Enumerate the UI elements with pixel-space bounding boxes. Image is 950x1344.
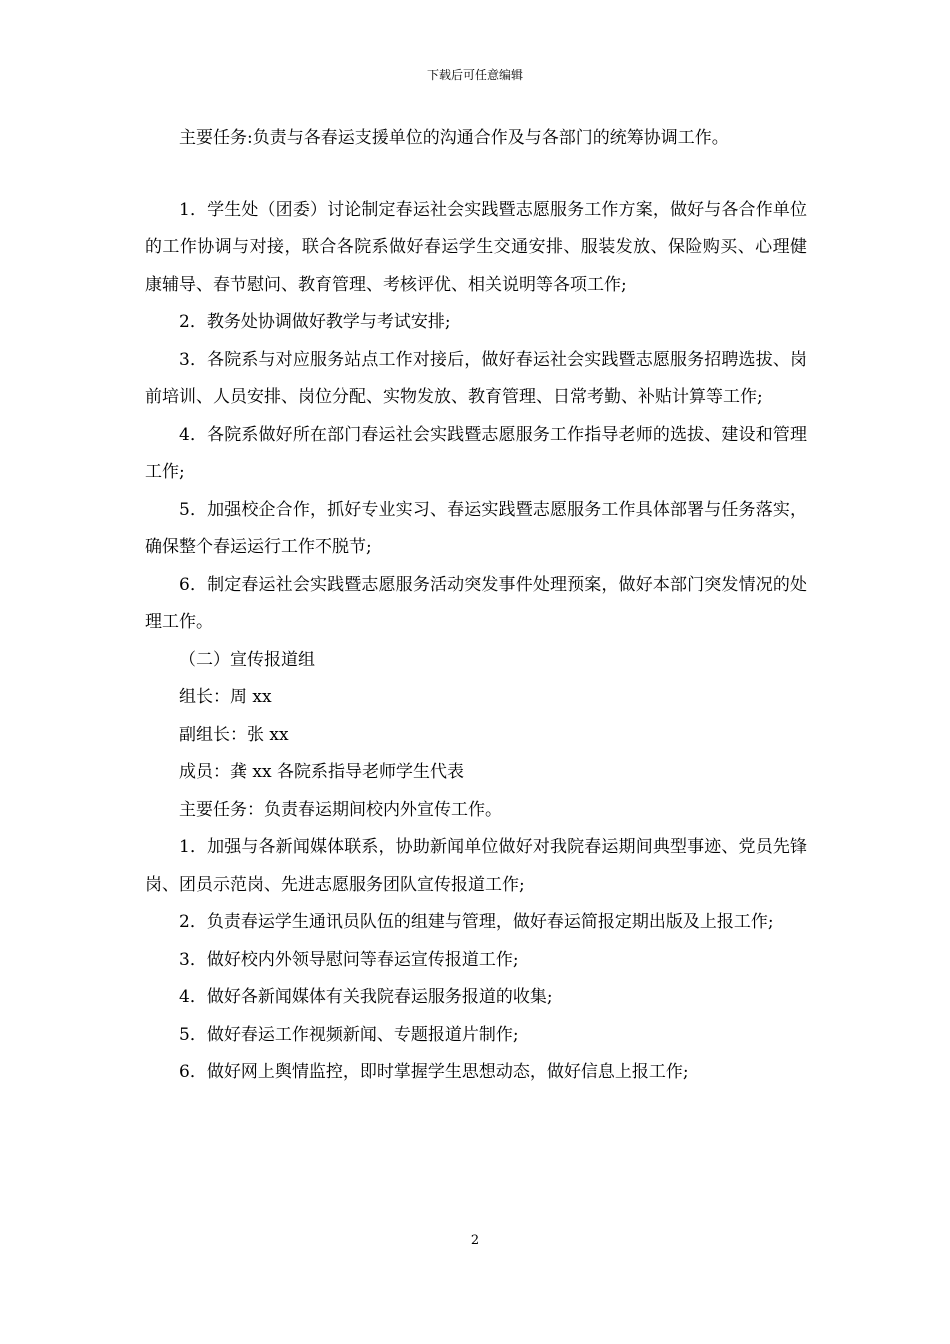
paragraph: 组长：周 xx — [179, 687, 272, 707]
paragraph: 5．做好春运工作视频新闻、专题报道片制作; — [179, 1024, 519, 1045]
paragraph: 3．各院系与对应服务站点工作对接后，做好春运社会实践暨志愿服务招聘选拔、岗前培训、人员安排、岗位分配、实物发放、教育管理、日常考勤、补贴计算等工作; — [145, 349, 807, 407]
paragraph: 1．加强与各新闻媒体联系，协助新闻单位做好对我院春运期间典型事迹、党员先锋岗、团员示范岗、先进志愿服务团队宣传报道工作; — [145, 837, 807, 895]
paragraph: 4．做好各新闻媒体有关我院春运服务报道的收集; — [179, 987, 553, 1007]
paragraph: 主要任务：负责春运期间校内外宣传工作。 — [179, 799, 502, 820]
paragraph: 3．做好校内外领导慰问等春运宣传报道工作; — [179, 949, 519, 970]
paragraph: 5．加强校企合作，抓好专业实习、春运实践暨志愿服务工作具体部署与任务落实，确保整个春运运行工作不脱节; — [145, 499, 807, 557]
paragraph: 1．学生处（团委）讨论制定春运社会实践暨志愿服务工作方案，做好与各合作单位的工作协调与对接，联合各院系做好春运学生交通安排、服装发放、保险购买、心理健康辅导、春节慰问、教育管理、考核评优、相关说明等各项工作; — [145, 199, 807, 295]
paragraph: 主要任务:负责与各春运支援单位的沟通合作及与各部门的统筹协调工作。 — [179, 128, 729, 148]
paragraph: 副组长：张 xx — [179, 724, 289, 745]
section-heading: （二）宣传报道组 — [179, 649, 315, 670]
page-header: 下载后可任意编辑 — [426, 68, 523, 82]
paragraph: 成员：龚 xx 各院系指导老师学生代表 — [179, 762, 464, 782]
paragraph: 6．做好网上舆情监控，即时掌握学生思想动态，做好信息上报工作; — [179, 1062, 689, 1082]
paragraph: 6．制定春运社会实践暨志愿服务活动突发事件处理预案，做好本部门突发情况的处理工作。 — [145, 574, 807, 632]
paragraph: 4．各院系做好所在部门春运社会实践暨志愿服务工作指导老师的选拔、建设和管理工作; — [145, 424, 807, 482]
document-body — [145, 120, 807, 1092]
page-number: 2 — [470, 1233, 480, 1248]
paragraph: 2．负责春运学生通讯员队伍的组建与管理，做好春运简报定期出版及上报工作; — [179, 912, 774, 932]
paragraph: 2．教务处协调做好教学与考试安排; — [179, 312, 451, 332]
